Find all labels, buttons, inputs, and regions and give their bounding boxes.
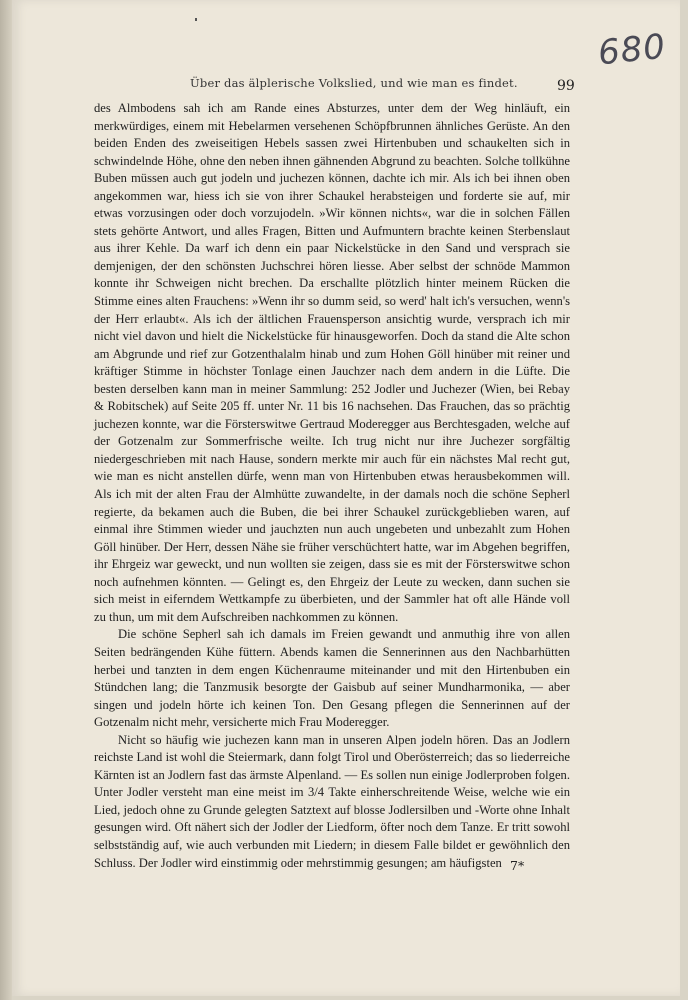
handwritten-page-number: 680	[596, 26, 668, 74]
page-number: 99	[557, 78, 575, 94]
running-head: Über das älplerische Volkslied, und wie man es findet.	[190, 76, 518, 90]
paragraph-2: Die schöne Sepherl sah ich damals im Freien gewandt und anmuthig ihre von allen Seiten bedrängenden Kühe füttern. Abends kamen die Sennerinnen aus den Nachbarhütten herbei und tanzten in dem engen Küchenraume miteinander und mit den Hirtenbuben ein Stündchen lang; die Tanzmusik besorgte der Gaisbub auf seiner Mundharmonika, — aber singen und jodeln hörte ich keinen Ton. Den Gesang pflegen die Sennerinnen auf der Gotzenalm nicht mehr, versicherte mich Frau Moderegger.	[94, 627, 570, 730]
book-spine-shadow	[0, 0, 12, 1000]
paragraph-3: Nicht so häufig wie juchezen kann man in unseren Alpen jodeln hören. Das an Jodlern reichste Land ist wohl die Steiermark, dann folgt Tirol und Oberösterreich; das so liederreiche Kärnten ist an Jodlern fast das ärmste Alpenland. — Es sollen nun einige Jodlerproben folgen. Unter Jodler versteht man eine meist im 3/4 Takte einherschreitende Weise, welche wie ein Lied, jedoch ohne zu Grunde gelegten Satztext auf blosse Jodlersilben und -Worte ohne Inhalt gesungen wird. Oft nähert sich der Jodler der Liedform, öfter noch dem Tanze. Er tritt sowohl selbstständig auf, wie auch verbunden mit Liedern; in diesem Falle bildet er gewöhnlich den Schluss. Der Jodler wird einstimmig oder mehrstimmig gesungen; am häufigsten	[94, 732, 570, 870]
paragraph-1: des Almbodens sah ich am Rande eines Absturzes, unter dem der Weg hinläuft, ein merkwürdiges, einem mit Hebelarmen versehenen Schöpfbrunnen ähnliches Gerüste. An den beiden Enden des zweiseitigen Hebels sassen zwei Hirtenbuben und schaukelten sich in schwindelnde Höhe, ohne den neben ihnen gähnenden Abgrund zu beachten. Solche tollkühne Buben müssen auch gut jodeln und juchezen können, dachte ich mir. Als ich bei ihnen oben angekommen war, hiess ich sie von ihrer Schaukel herabsteigen und forderte sie auf, mir etwas vorzusingen oder doch vorzujodeln. »Wir können nichts«, war die in solchen Fällen stets gehörte Antwort, und alles Fragen, Bitten und Aufmuntern brachte keinen Sterbenslaut aus ihrer Kehle. Da warf ich denn ein paar Nickelstücke in den Sand und versprach sie demjenigen, der den schönsten Juchschrei hören liesse. Aber selbst der schnöde Mammon konnte ihr Schweigen nicht brechen. Da erschallte plötzlich hinter meinem Rücken die Stimme eines alten Frauchens: »Wenn ihr so dumm seid, so werd' halt ich's versuchen, wenn's der Herr erlaubt«. Als ich der ältlichen Frauensperson ansichtig wurde, versprach ich mir nicht viel davon und hielt die Nickelstücke für hinausgeworfen. Doch da stand die Alte schon am Abgrunde und rief zur Gotzenthalalm hinab und zum Hohen Göll hinüber mit reiner und kräftiger Stimme in höchster Tonlage einen Jauchzer nach dem andern in die Lüfte. Die besten derselben kann man in meiner Sammlung: 252 Jodler und Juchezer (Wien, bei Rebay & Robitschek) auf Seite 205 ff. unter Nr. 11 bis 16 nachsehen. Das Frauchen, das so prächtig juchezen konnte, war die Försterswitwe Gertraud Moderegger aus Berchtesgaden, welche auf der Gotzenalm zur Sommerfrische weilte. Ich trug nicht nur ihre Juchezer sorgfältig niedergeschrieben mit nach Hause, sondern merkte mir auch für ein nächstes Mal recht gut, wie man es nicht anstellen dürfe, wenn man von Hirtenbuben etwas herausbekommen will. Als ich mit der alten Frau der Almhütte zuwandelte, in der damals noch die schöne Sepherl regierte, da bekamen auch die Buben, die bei ihrer Schaukel zurückgeblieben waren, auf einmal ihre Stimmen wieder und jauchzten nun auch ungebeten und unbezahlt zum Hohen Göll hinüber. Der Herr, dessen Nähe sie früher verschüchtert hatte, war im Abgehen begriffen, ihr Ehrgeiz war geweckt, und nun wollten sie zeigen, dass sie es mit der Försterswitwe schon noch aufnehmen könnten. — Gelingt es, den Ehrgeiz der Leute zu wecken, dann suchen sie sich meist in eiferndem Wettkampfe zu überbieten, und der Sammler hat oft alle Hände voll zu thun, um mit dem Aufschreiben nachkommen zu können.	[94, 101, 570, 624]
page-speck	[195, 18, 197, 21]
body-text	[94, 100, 570, 872]
signature-mark: 7*	[510, 858, 525, 873]
